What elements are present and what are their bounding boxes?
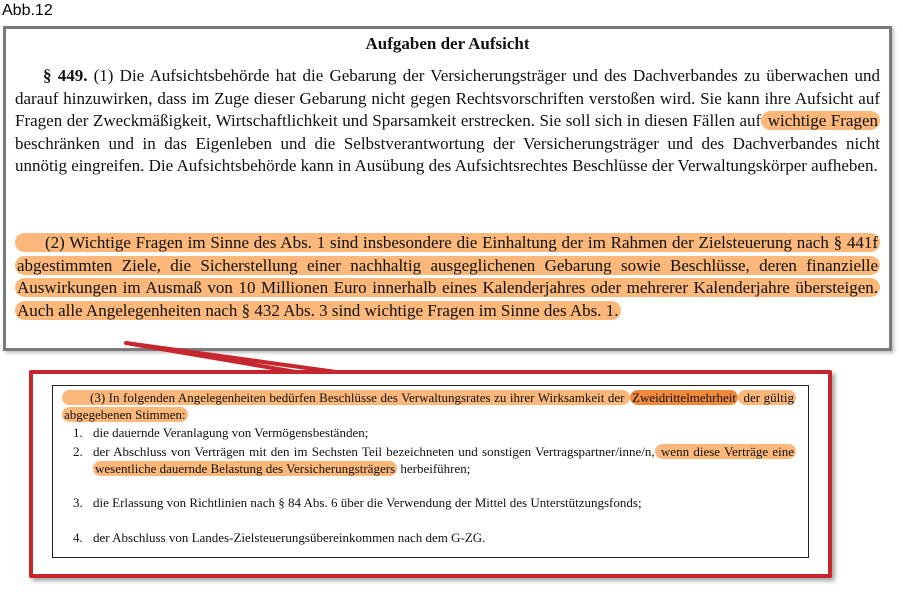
paragraph-3-text-c: der gültig abgegebenen Stimmen:: [64, 390, 795, 422]
list-item-text: die Erlassung von Richtlinien nach § 84 Abs. 6 über die Verwendung der Mittel des Unterstützungsfonds;: [93, 495, 642, 510]
highlight-zweidrittelmehrheit: Zweidrittelmehrheit: [632, 390, 737, 405]
list-item-number: 2.: [73, 444, 83, 459]
callout-box: [29, 370, 832, 578]
section-heading: Aufgaben der Aufsicht: [365, 34, 530, 53]
paragraph-3: [62, 390, 796, 423]
paragraph-2-text: (2) Wichtige Fragen im Sinne des Abs. 1 sind insbesondere die Einhaltung der im Rahmen der Zielsteuerung nach § 441f abgestimmten Ziele, die Sicherstellung einer nachhaltig ausgeglichenen Gebarung sowie Beschlüsse, deren finanzielle Auswirkungen im Ausmaß von 10 Millionen Euro innerhalb eines Kalenderjahres oder mehrerer Kalenderjahre übersteigen. Auch alle Angelegenheiten nach § 432 Abs. 3 sind wichtige Fragen im Sinne des Abs. 1.: [17, 233, 878, 320]
paragraph-3-text-a: (3) In folgenden Angelegenheiten bedürfen Beschlüsse des Verwaltungsrates zu ihrer Wirksamkeit der: [62, 390, 630, 405]
list-item-text: der Abschluss von Verträgen mit den im Sechsten Teil bezeichneten und sonstigen Vertragspartner/inne/n,: [93, 444, 655, 459]
figure-label: Abb.12: [2, 2, 53, 19]
list-item: [73, 530, 796, 547]
paragraph-1-text-a: (1) Die Aufsichtsbehörde hat die Gebarung der Versicherungsträger und des Dachverbandes zu überwachen und darauf hinzuwirken, dass im Zuge dieser Gebarung nicht gegen Rechtsvorschriften verstoßen wird. Sie kann ihre Aufsicht auf Fragen der Zweckmäßigkeit, Wirtschaftlichkeit und Sparsamkeit erstrecken. Sie soll sich in diesen Fällen auf: [15, 66, 881, 130]
list-item-number: 3.: [73, 495, 83, 510]
list-item-number: 4.: [73, 530, 83, 545]
paragraph-1-text-b: beschränken und in das Eigenleben und die Selbstverantwortung der Versicherungsträger und des Dachverbandes nicht unnötig eingreifen. Die Aufsichtsbehörde kann in Ausübung des Aufsichtsrechtes Beschlüsse der Verwaltungskörper aufheben.: [15, 133, 880, 175]
list-item: [73, 495, 796, 512]
list-item-number: 1.: [73, 425, 83, 440]
list-item-text: der Abschluss von Landes-Zielsteuerungsübereinkommen nach dem G-ZG.: [93, 530, 486, 545]
highlight-wichtige-fragen: wichtige Fragen: [763, 111, 878, 130]
list-item: [73, 425, 796, 442]
section-number: § 449.: [43, 66, 88, 85]
highlight-belastung: wenn diese Verträge eine wesentliche dauernde Belastung des Versicherungsträgers: [95, 444, 794, 476]
list-item-text: die dauernde Veranlagung von Vermögensbeständen;: [93, 425, 369, 440]
list-item-text-tail: herbeiführen;: [397, 460, 471, 476]
list-item: [73, 444, 796, 477]
excerpt-box: [52, 385, 809, 558]
